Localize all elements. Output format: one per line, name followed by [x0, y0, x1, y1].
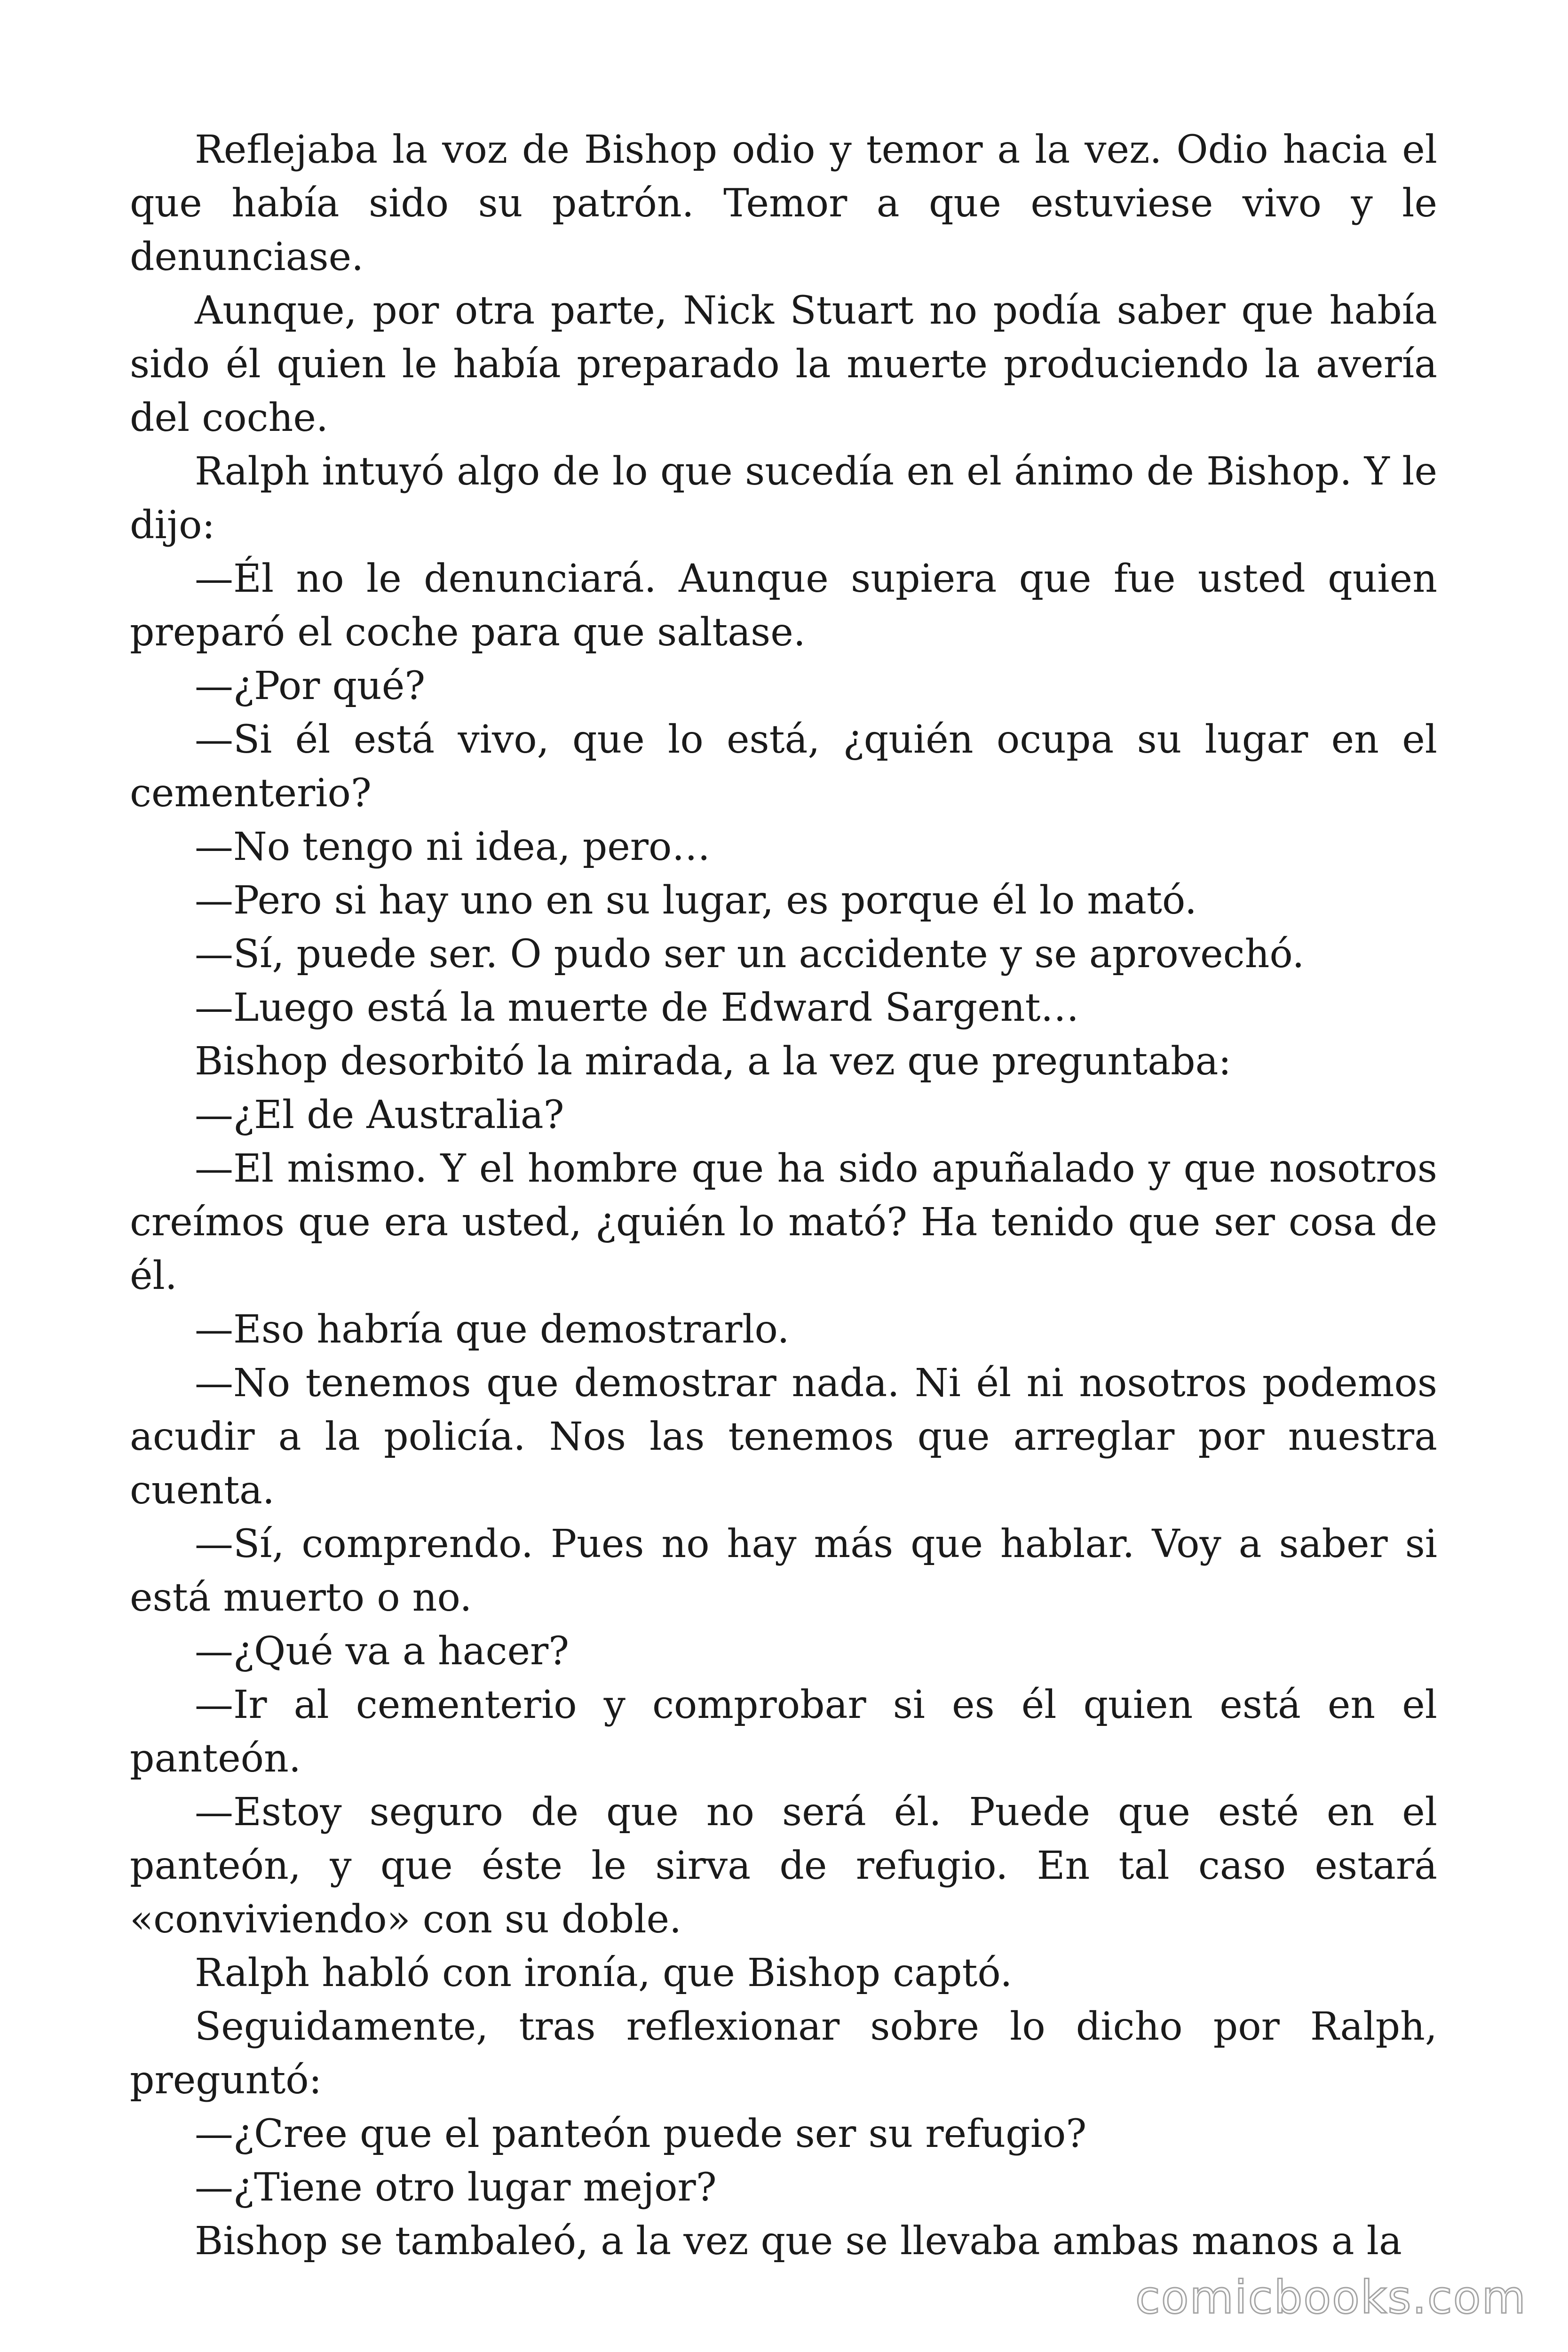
- paragraph: —¿Cree que el panteón puede ser su refugio?: [195, 2112, 1087, 2156]
- paragraph: —Eso habría que demostrarlo.: [195, 1307, 790, 1352]
- paragraph: —Sí, comprendo. Pues no hay más que hablar. Voy a saber si está muerto o no.: [130, 1522, 1437, 1620]
- paragraph: —Si él está vivo, que lo está, ¿quién ocupa su lugar en el cementerio?: [130, 717, 1437, 816]
- paragraph: Ralph intuyó algo de lo que sucedía en el ánimo de Bishop. Y le dijo:: [130, 449, 1437, 548]
- paragraph: —No tenemos que demostrar nada. Ni él ni nosotros podemos acudir a la policía. Nos las tenemos que arreglar por nuestra cuenta.: [130, 1361, 1437, 1513]
- paragraph: —Pero si hay uno en su lugar, es porque él lo mató.: [195, 878, 1197, 923]
- paragraph: —¿Por qué?: [195, 664, 426, 708]
- paragraph: —Sí, puede ser. O pudo ser un accidente y se aprovechó.: [195, 932, 1305, 977]
- paragraph: —No tengo ni idea, pero…: [195, 825, 711, 869]
- paragraph: Reflejaba la voz de Bishop odio y temor a la vez. Odio hacia el que había sido su patrón. Temor a que estuviese vivo y le denunciase.: [130, 127, 1437, 279]
- watermark: comicbooks.com: [1135, 2271, 1527, 2324]
- paragraph: Ralph habló con ironía, que Bishop captó.: [195, 1951, 1013, 1995]
- paragraph: —Estoy seguro de que no será él. Puede que esté en el panteón, y que éste le sirva de refugio. En tal caso estará «conviviendo» con su doble.: [130, 1790, 1437, 1942]
- paragraph: —Él no le denunciará. Aunque supiera que fue usted quien preparó el coche para que saltase.: [130, 556, 1437, 655]
- paragraph: Bishop se tambaleó, a la vez que se llevaba ambas manos a la: [195, 2219, 1402, 2264]
- paragraph: Seguidamente, tras reflexionar sobre lo dicho por Ralph, preguntó:: [130, 2004, 1437, 2103]
- paragraph: —Ir al cementerio y comprobar si es él quien está en el panteón.: [130, 1683, 1437, 1781]
- paragraph: —¿Qué va a hacer?: [195, 1629, 570, 1674]
- paragraph: Aunque, por otra parte, Nick Stuart no podía saber que había sido él quien le había preparado la muerte produciendo la avería del coche.: [130, 288, 1437, 440]
- paragraph: —El mismo. Y el hombre que ha sido apuñalado y que nosotros creímos que era usted, ¿quién lo mató? Ha tenido que ser cosa de él.: [130, 1146, 1437, 1298]
- paragraph: Bishop desorbitó la mirada, a la vez que preguntaba:: [195, 1039, 1232, 1084]
- paragraph: —¿El de Australia?: [195, 1093, 564, 1137]
- paragraph: —Luego está la muerte de Edward Sargent…: [195, 985, 1079, 1030]
- paragraph: —¿Tiene otro lugar mejor?: [195, 2165, 717, 2210]
- body-text: [130, 123, 1437, 2268]
